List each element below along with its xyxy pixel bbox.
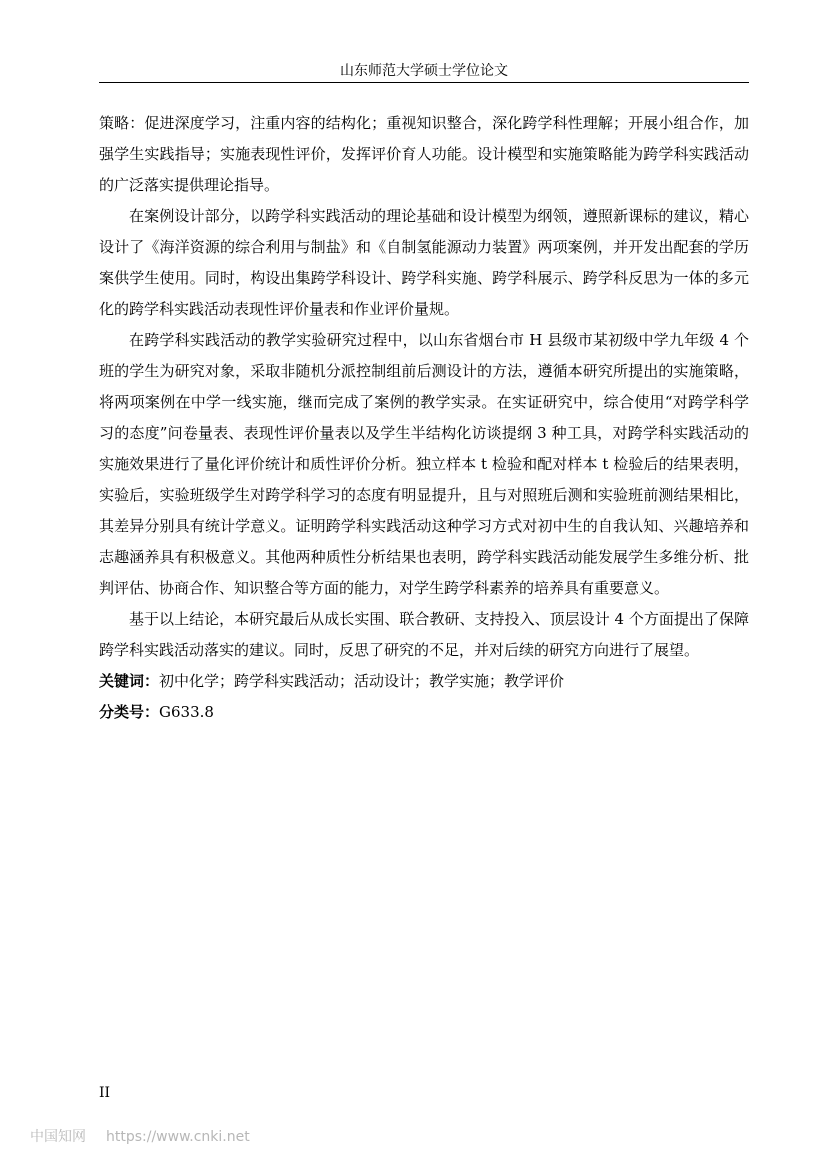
abstract-paragraph-3: 在跨学科实践活动的教学实验研究过程中，以山东省烟台市 H 县级市某初级中学九年级 4 个班的学生为研究对象，采取非随机分派控制组前后测设计的方法，遵循本研究所提出的实施策略，将两项案例在中学一线实施，继而完成了案例的教学实录。在实证研究中，综合使用“对跨学科学习的态度”问卷量表、表现性评价量表以及学生半结构化访谈提纲 3 种工具，对跨学科实践活动的实施效果进行了量化评价统计和质性评价分析。独立样本 t 检验和配对样本 t 检验后的结果表明，实验后，实验班级学生对跨学科学习的态度有明显提升，且与对照班后测和实验班前测结果相比，其差异分别具有统计学意义。证明跨学科实践活动这种学习方式对初中生的自我认知、兴趣培养和志趣涵养具有积极意义。其他两种质性分析结果也表明，跨学科实践活动能发展学生多维分析、批判评估、协商合作、知识整合等方面的能力，对学生跨学科素养的培养具有重要意义。 [99, 331, 749, 597]
classification-line [99, 697, 749, 728]
classification-value: G633.8 [159, 703, 214, 721]
running-head-title: 山东师范大学硕士学位论文 [340, 63, 508, 79]
keywords-value: 初中化学；跨学科实践活动；活动设计；教学实施；教学评价 [159, 672, 565, 690]
header-rule [99, 82, 749, 83]
watermark-brand: 中国知网 [30, 1129, 86, 1145]
cnki-watermark [30, 1128, 250, 1146]
page-number: II [99, 1085, 111, 1101]
abstract-paragraph-1: 策略：促进深度学习，注重内容的结构化；重视知识整合，深化跨学科性理解；开展小组合作，加强学生实践指导；实施表现性评价，发挥评价育人功能。设计模型和实施策略能为跨学科实践活动的广泛落实提供理论指导。 [99, 114, 749, 194]
keywords-label: 关键词： [99, 672, 160, 690]
abstract-body [99, 108, 749, 728]
keywords-line [99, 666, 749, 697]
watermark-url: https://www.cnki.net [106, 1129, 250, 1145]
abstract-paragraph-2: 在案例设计部分，以跨学科实践活动的理论基础和设计模型为纲领，遵照新课标的建议，精心设计了《海洋资源的综合利用与制盐》和《自制氢能源动力装置》两项案例，并开发出配套的学历案供学生使用。同时，构设出集跨学科设计、跨学科实施、跨学科展示、跨学科反思为一体的多元化的跨学科实践活动表现性评价量表和作业评价量规。 [99, 207, 749, 318]
abstract-paragraph-4: 基于以上结论，本研究最后从成长实围、联合教研、支持投入、顶层设计 4 个方面提出了保障跨学科实践活动落实的建议。同时，反思了研究的不足，并对后续的研究方向进行了展望。 [99, 610, 749, 659]
classification-label: 分类号： [99, 703, 160, 721]
